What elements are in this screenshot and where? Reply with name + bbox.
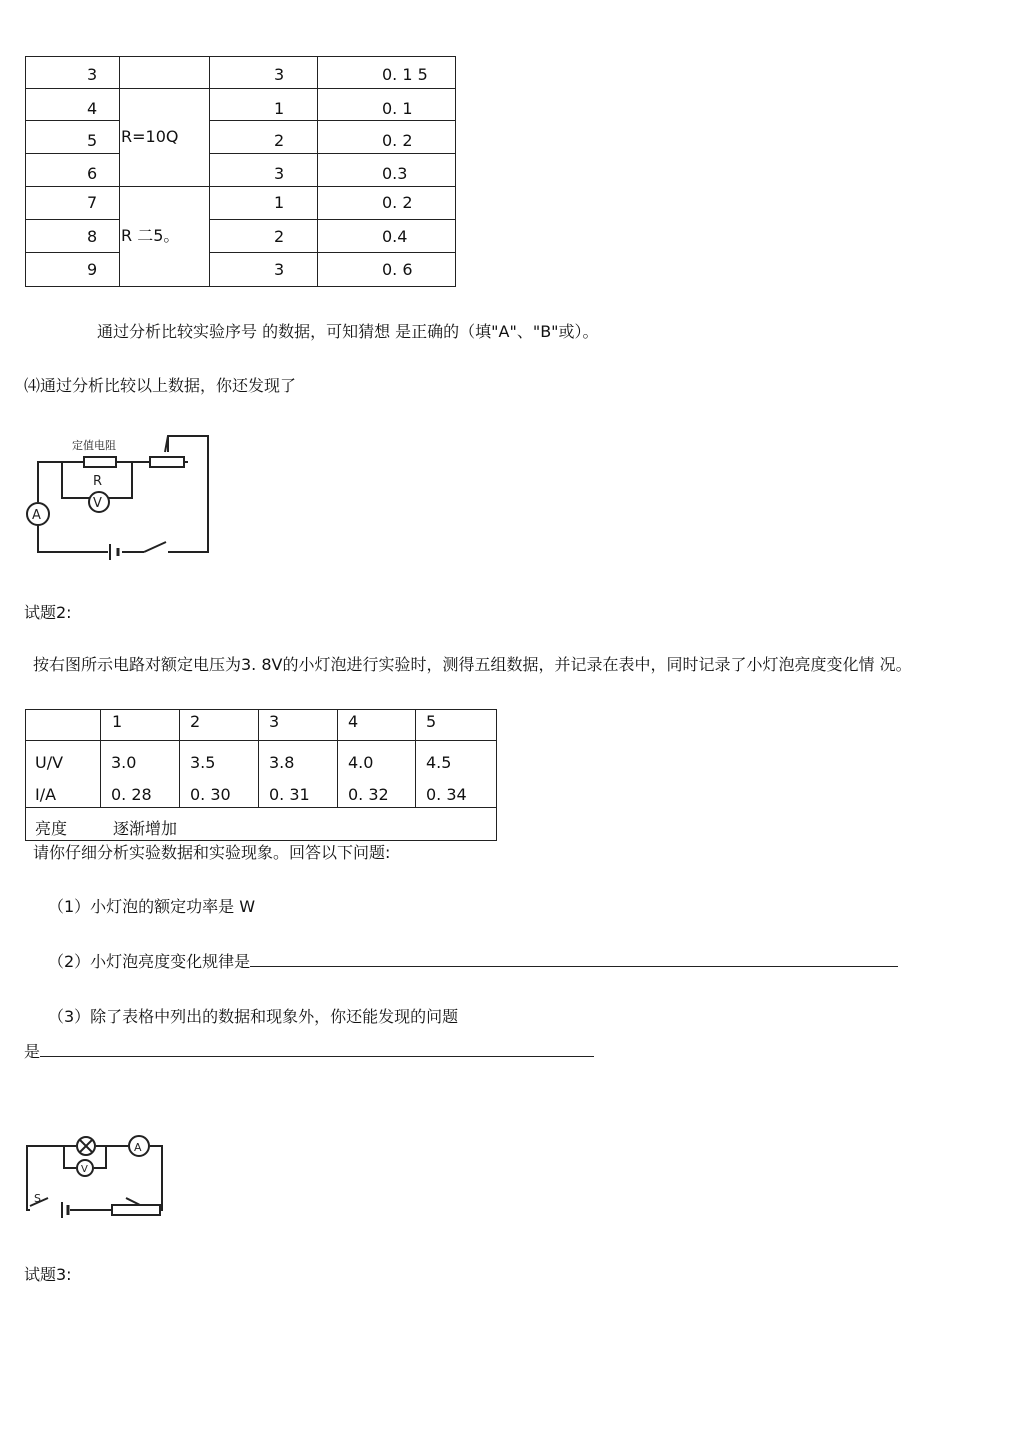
resistance-label-5: R 二5。	[121, 226, 180, 245]
voltmeter-label: V	[93, 496, 102, 511]
fixed-resistor-label: 定值电阻	[72, 439, 116, 452]
question-3-line-2	[24, 1042, 594, 1062]
current-row-label: I/A	[35, 785, 57, 804]
brightness-row-label: 亮度	[35, 819, 68, 838]
voltage-value: 3.8	[269, 753, 295, 772]
question-3-text: 通过分析比较实验序号 的数据，可知猜想 是正确的（填"A"、"B"或）。	[97, 322, 599, 341]
resistor-icon	[84, 457, 116, 467]
table-cell: 6	[87, 164, 98, 183]
table-cell: 0. 2	[382, 193, 413, 212]
data-table-2	[25, 709, 497, 841]
table-cell: 0.3	[382, 164, 408, 183]
brightness-value: 逐渐增加	[113, 819, 178, 838]
circuit-diagram-2	[22, 1132, 170, 1224]
table-cell: 1	[274, 99, 285, 118]
table-cell: 0. 6	[382, 260, 413, 279]
table-cell: 0. 1	[382, 99, 413, 118]
current-value: 0. 30	[190, 785, 231, 804]
rheostat-icon	[112, 1205, 160, 1215]
problem-2-intro: 按右图所示电路对额定电压为3. 8V的小灯泡进行实验时，测得五组数据，并记录在表中，同时记录了小灯泡亮度变化情 况。	[33, 655, 912, 674]
table-cell: 3	[274, 260, 285, 279]
column-header: 3	[269, 712, 280, 731]
switch-label: S	[34, 1192, 41, 1205]
table-cell: 8	[87, 227, 98, 246]
voltmeter-label: V	[81, 1164, 88, 1175]
column-header: 4	[348, 712, 359, 731]
voltage-value: 4.5	[426, 753, 452, 772]
ammeter-label: A	[134, 1141, 142, 1154]
table-cell: 7	[87, 193, 98, 212]
resistor-r-label: R	[93, 474, 103, 489]
ammeter-label: A	[32, 508, 41, 523]
current-value: 0. 28	[111, 785, 152, 804]
table-cell: 4	[87, 99, 98, 118]
answer-blank-3[interactable]	[40, 1042, 594, 1057]
table-cell: 3	[274, 65, 285, 84]
voltage-value: 3.0	[111, 753, 137, 772]
data-table-1	[25, 56, 456, 287]
column-header: 1	[112, 712, 123, 731]
table-cell: 9	[87, 260, 98, 279]
question-2-text: （2）小灯泡亮度变化规律是	[48, 952, 251, 971]
question-4-text: ⑷通过分析比较以上数据，你还发现了	[24, 376, 297, 395]
current-value: 0. 32	[348, 785, 389, 804]
question-3-line-2-text: 是	[24, 1042, 41, 1061]
table-cell: 0. 1 5	[382, 65, 428, 84]
resistance-label-10: R=10Q	[121, 127, 179, 146]
column-header: 5	[426, 712, 437, 731]
column-header: 2	[190, 712, 201, 731]
voltage-value: 4.0	[348, 753, 374, 772]
rheostat-icon	[150, 457, 184, 467]
analyze-prompt: 请你仔细分析实验数据和实验现象。回答以下问题:	[33, 843, 391, 862]
table-cell: 3	[274, 164, 285, 183]
voltage-value: 3.5	[190, 753, 216, 772]
current-value: 0. 34	[426, 785, 467, 804]
table-cell: 1	[274, 193, 285, 212]
current-value: 0. 31	[269, 785, 310, 804]
problem-3-title: 试题3:	[24, 1265, 72, 1284]
table-cell: 2	[274, 131, 285, 150]
question-3-line-1: （3）除了表格中列出的数据和现象外，你还能发现的问题	[48, 1007, 459, 1026]
table-cell: 3	[87, 65, 98, 84]
table-cell: 5	[87, 131, 98, 150]
voltage-row-label: U/V	[35, 753, 64, 772]
table-cell: 0. 2	[382, 131, 413, 150]
answer-blank-2[interactable]	[250, 952, 898, 967]
problem-2-title: 试题2:	[24, 603, 72, 622]
circuit-diagram-1	[20, 430, 220, 565]
table-cell: 0.4	[382, 227, 408, 246]
question-2	[48, 952, 898, 972]
question-1: （1）小灯泡的额定功率是 W	[48, 897, 256, 916]
table-cell: 2	[274, 227, 285, 246]
